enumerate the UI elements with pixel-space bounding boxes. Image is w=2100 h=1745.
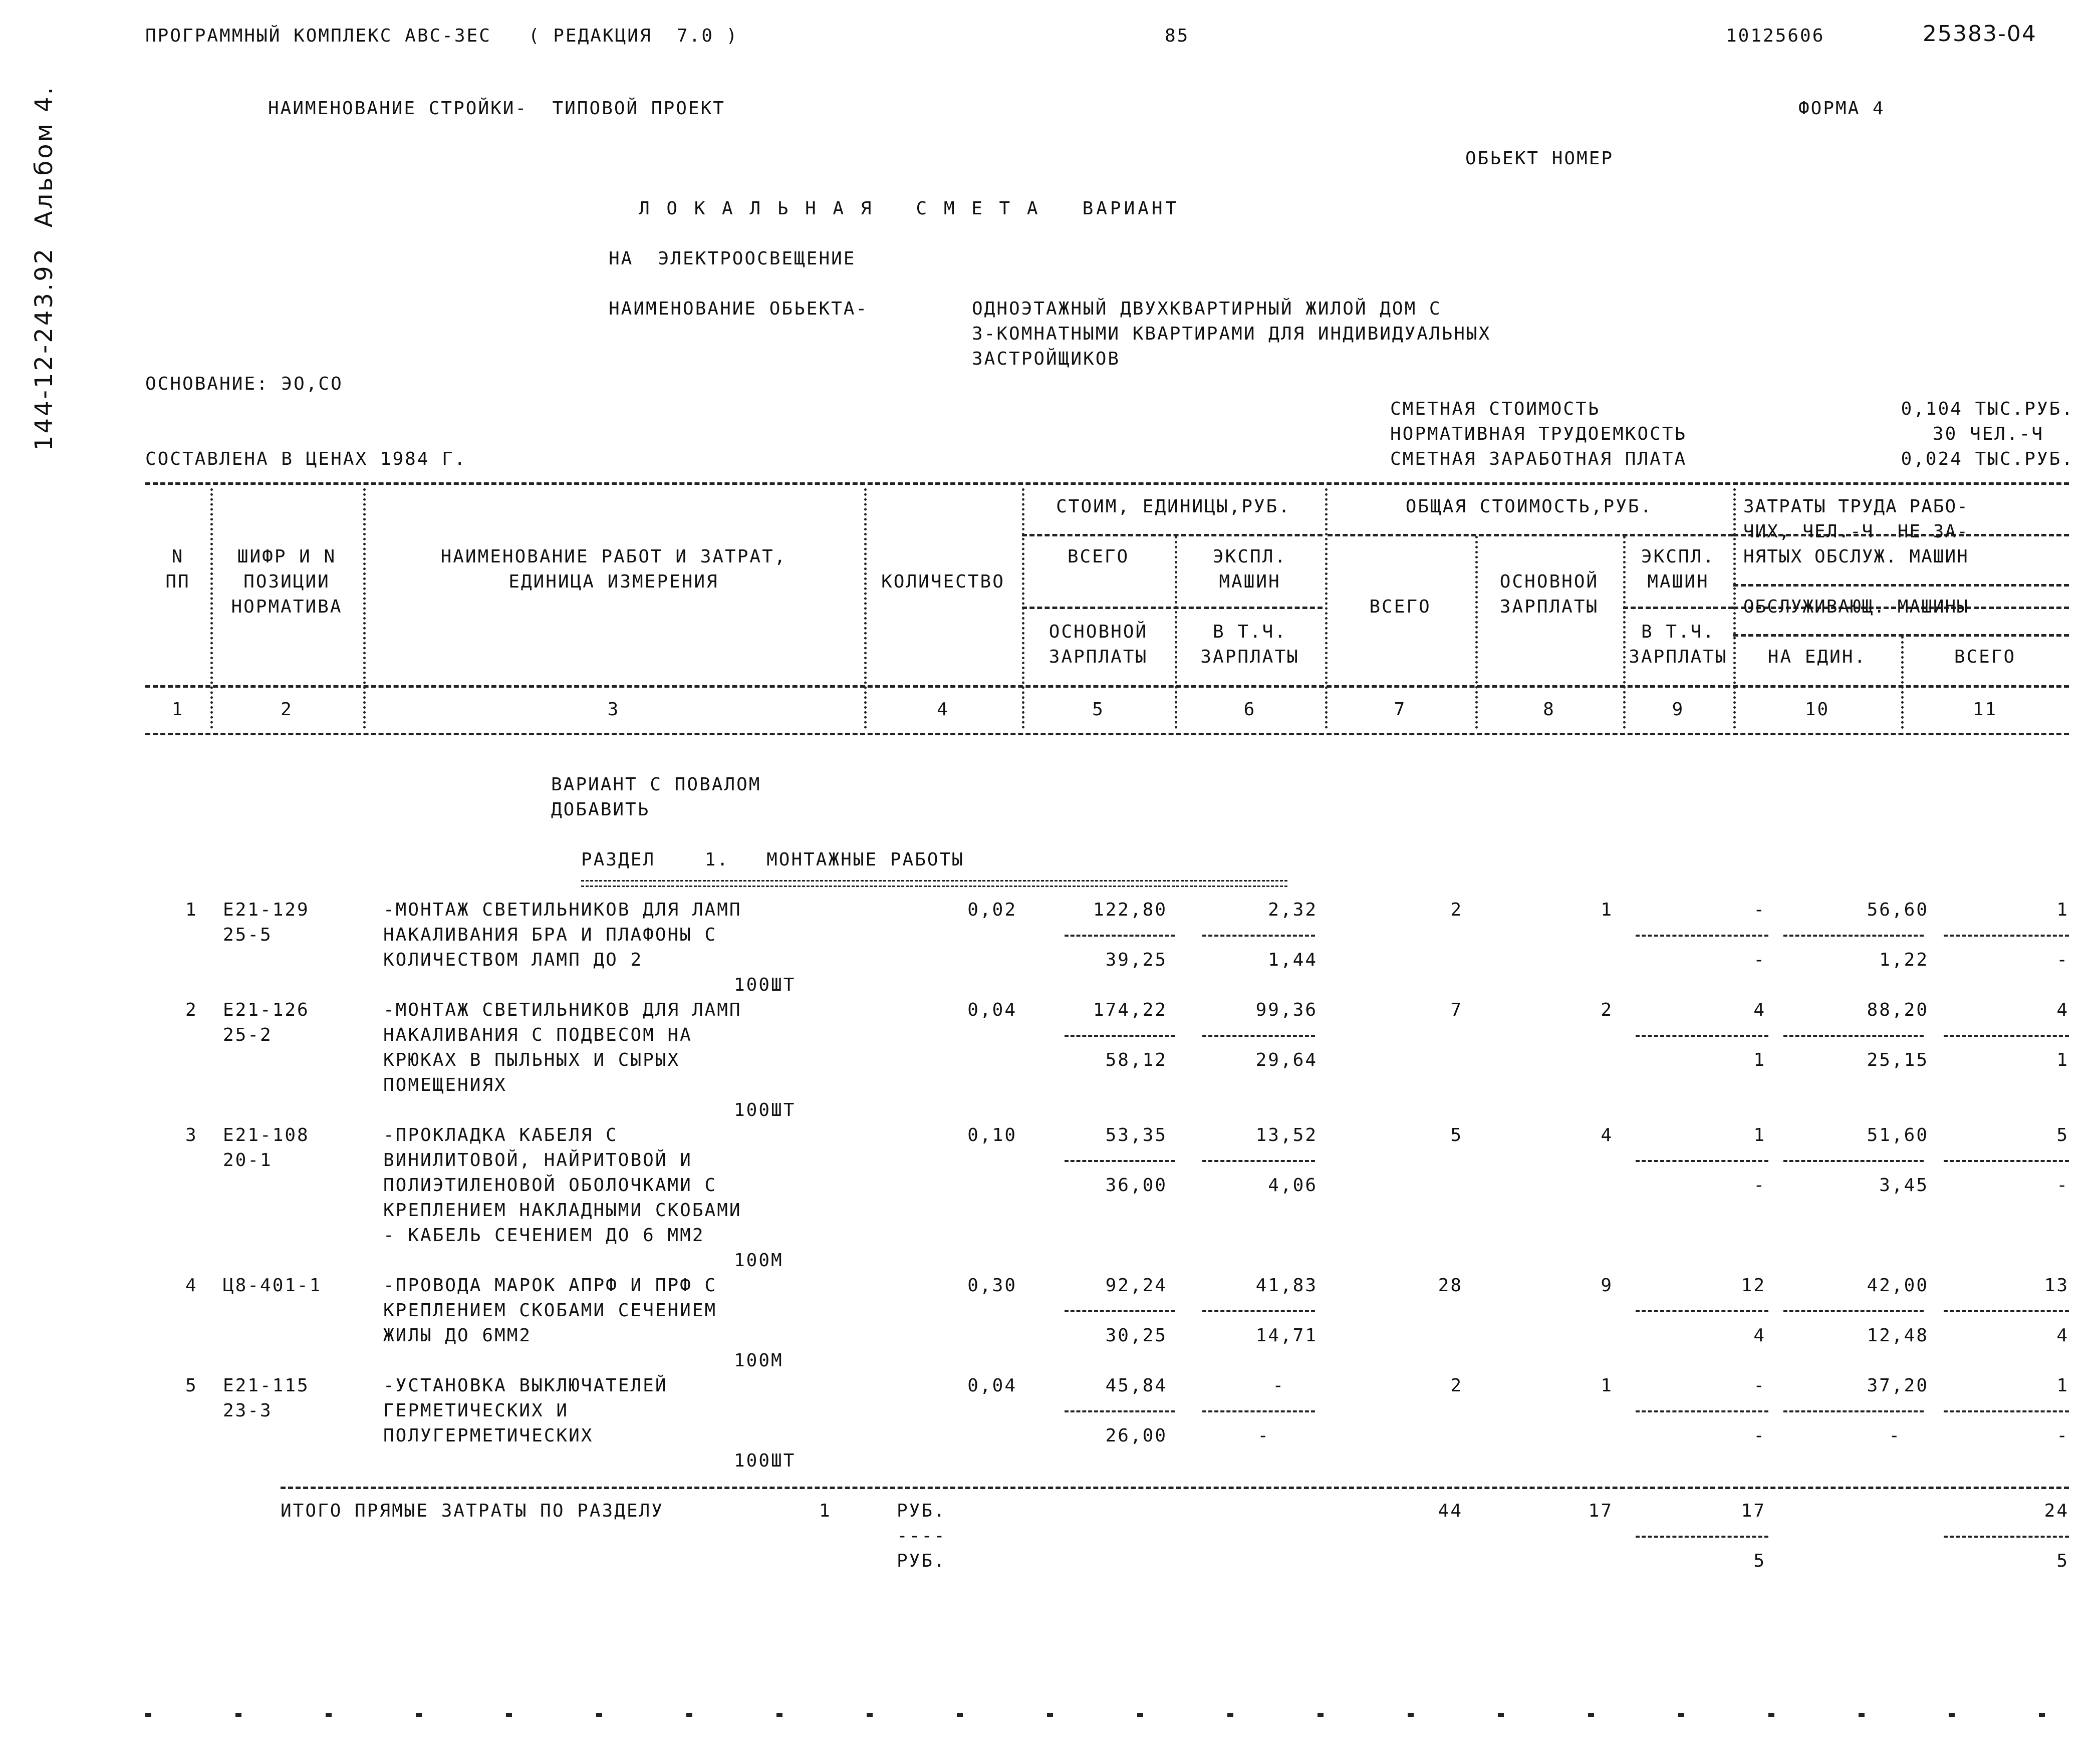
row-c9b: 1	[1753, 1050, 1766, 1070]
totals-unit: РУБ.	[897, 1551, 946, 1571]
col-number: 10	[1804, 699, 1830, 720]
row-c6b: 29,64	[1255, 1050, 1318, 1070]
row-rule	[1065, 1410, 1175, 1412]
page-subtitle: НА ЭЛЕКТРООСВЕЩЕНИЕ	[609, 248, 856, 269]
row-c11: 4	[2056, 1000, 2069, 1020]
col-sep	[363, 488, 366, 729]
row-code: Е21-115	[223, 1375, 310, 1396]
row-c11: 1	[2056, 1375, 2069, 1396]
row-qty: 0,30	[967, 1275, 1017, 1296]
section-title: РАЗДЕЛ 1. МОНТАЖНЫЕ РАБОТЫ	[581, 849, 964, 870]
side-album-label: 144-12-243.92 Альбом 4.	[30, 85, 58, 451]
row-c10: 42,00	[1867, 1275, 1929, 1296]
row-desc: ЖИЛЫ ДО 6ММ2	[383, 1325, 532, 1346]
row-desc: КРЕПЛЕНИЕМ СКОБАМИ СЕЧЕНИЕМ	[383, 1300, 717, 1321]
row-unit: 100М	[734, 1350, 783, 1371]
row-rule	[1944, 1035, 2069, 1037]
object-label: НАИМЕНОВАНИЕ ОБЬЕКТА-	[609, 299, 869, 319]
row-c7: 5	[1450, 1125, 1463, 1145]
col-header-total-cost: ОБЩАЯ СТОИМОСТЬ,РУБ.	[1405, 496, 1653, 517]
header-rule	[145, 685, 2069, 688]
row-desc: КРЮКАХ В ПЫЛЬНЫХ И СЫРЫХ	[383, 1050, 680, 1070]
row-rule	[1783, 1410, 1924, 1412]
page-number: 85	[1165, 26, 1190, 46]
col-header-n: N	[171, 546, 184, 567]
totals-unit: РУБ.	[897, 1501, 946, 1521]
col-header-9: МАШИН	[1647, 571, 1709, 592]
row-rule	[1202, 1035, 1315, 1037]
row-unit: 100ШТ	[734, 975, 796, 995]
row-c9: 4	[1753, 1000, 1766, 1020]
summary-value: 30 ЧЕЛ.-Ч	[1932, 424, 2044, 444]
row-rule	[1202, 1410, 1315, 1412]
row-rule	[1065, 935, 1175, 937]
col-header-5b: ЗАРПЛАТЫ	[1048, 647, 1148, 667]
row-desc: ВИНИЛИТОВОЙ, НАЙРИТОВОЙ И	[383, 1150, 692, 1171]
row-qty: 0,04	[967, 1000, 1017, 1020]
row-n: 4	[185, 1275, 198, 1296]
row-c5: 92,24	[1105, 1275, 1167, 1296]
col-sep	[1022, 488, 1024, 729]
row-desc: - КАБЕЛЬ СЕЧЕНИЕМ ДО 6 ММ2	[383, 1225, 705, 1246]
summary-label: СМЕТНАЯ ЗАРАБОТНАЯ ПЛАТА	[1390, 449, 1687, 469]
col-header-qty: КОЛИЧЕСТВО	[881, 571, 1005, 592]
row-c11b: 4	[2056, 1325, 2069, 1346]
bottom-edge-marks	[145, 1713, 2064, 1717]
row-rule	[1944, 1160, 2069, 1162]
row-c10b: 12,48	[1867, 1325, 1929, 1346]
row-c8: 1	[1601, 1375, 1613, 1396]
summary-label: НОРМАТИВНАЯ ТРУДОЕМКОСТЬ	[1390, 424, 1687, 444]
col-number: 7	[1394, 699, 1407, 720]
row-c11: 13	[2044, 1275, 2069, 1296]
row-code: 25-2	[223, 1025, 273, 1045]
total-cost-rule	[1328, 534, 1733, 536]
unit-cost-split	[1022, 607, 1323, 609]
col-header-8: ОСНОВНОЙ	[1499, 571, 1599, 592]
row-c10b: 3,45	[1879, 1175, 1929, 1196]
totals-label: ИТОГО ПРЯМЫЕ ЗАТРАТЫ ПО РАЗДЕЛУ	[281, 1501, 664, 1521]
totals-rule	[1636, 1536, 1768, 1538]
col-number: 4	[937, 699, 949, 720]
row-rule	[1065, 1310, 1175, 1312]
col-header-9b: В Т.Ч.	[1641, 622, 1716, 642]
row-c6: 41,83	[1255, 1275, 1318, 1296]
row-desc: КРЕПЛЕНИЕМ НАКЛАДНЫМИ СКОБАМИ	[383, 1200, 742, 1221]
row-c11: 5	[2056, 1125, 2069, 1145]
col-header-n: ПП	[165, 571, 190, 592]
machine-split	[1623, 607, 1733, 609]
row-c7: 28	[1438, 1275, 1463, 1296]
row-c9b: -	[1753, 950, 1766, 970]
row-c10b: 25,15	[1867, 1050, 1929, 1070]
row-rule	[1783, 935, 1924, 937]
row-c5: 45,84	[1105, 1375, 1167, 1396]
col-header-6b: В Т.Ч.	[1212, 622, 1287, 642]
row-c10: 37,20	[1867, 1375, 1929, 1396]
col-header-unit-cost: СТОИМ, ЕДИНИЦЫ,РУБ.	[1056, 496, 1291, 517]
totals-c7: 44	[1438, 1501, 1463, 1521]
row-rule	[1065, 1160, 1175, 1162]
row-c9: -	[1753, 900, 1766, 920]
object-number: ОБЬЕКТ НОМЕР	[1465, 148, 1614, 169]
row-c6b: 14,71	[1255, 1325, 1318, 1346]
totals-rule	[1944, 1536, 2069, 1538]
section-underline	[581, 880, 1287, 887]
col-header-labor: ЧИХ, ЧЕЛ.-Ч НЕ ЗА-	[1743, 521, 1969, 542]
row-n: 1	[185, 900, 198, 920]
row-unit: 100ШТ	[734, 1100, 796, 1120]
row-code: Е21-129	[223, 900, 310, 920]
row-unit: 100М	[734, 1250, 783, 1271]
row-rule	[1944, 1310, 2069, 1312]
row-c11: 1	[2056, 900, 2069, 920]
row-rule	[1636, 1160, 1768, 1162]
summary-label: СМЕТНАЯ СТОИМОСТЬ	[1390, 399, 1601, 419]
row-c10: 88,20	[1867, 1000, 1929, 1020]
sheet-code: 25383-04	[1923, 21, 2037, 47]
col-header-5b: ОСНОВНОЙ	[1048, 622, 1148, 642]
row-n: 2	[185, 1000, 198, 1020]
row-c9: 1	[1753, 1125, 1766, 1145]
row-c10: 56,60	[1867, 900, 1929, 920]
row-desc: КОЛИЧЕСТВОМ ЛАМП ДО 2	[383, 950, 643, 970]
row-c11b: -	[2056, 1425, 2069, 1446]
col-header-name: ЕДИНИЦА ИЗМЕРЕНИЯ	[508, 571, 719, 592]
col-sep	[864, 488, 867, 729]
col-number: 1	[171, 699, 184, 720]
row-c9b: -	[1753, 1175, 1766, 1196]
col-header-code: ПОЗИЦИИ	[243, 571, 330, 592]
object-line: 3-КОМНАТНЫМИ КВАРТИРАМИ ДЛЯ ИНДИВИДУАЛЬНЫХ	[972, 324, 1491, 344]
col-header-9b: ЗАРПЛАТЫ	[1629, 647, 1728, 667]
row-rule	[1636, 1410, 1768, 1412]
row-c5: 174,22	[1093, 1000, 1167, 1020]
row-code: 25-5	[223, 925, 273, 945]
row-c8: 9	[1601, 1275, 1613, 1296]
row-code: 20-1	[223, 1150, 273, 1171]
row-c9: 12	[1741, 1275, 1766, 1296]
row-c8: 4	[1601, 1125, 1613, 1145]
row-c5b: 39,25	[1105, 950, 1167, 970]
col-header-10: НА ЕДИН.	[1767, 647, 1867, 667]
object-line: ЗАСТРОЙЩИКОВ	[972, 349, 1121, 369]
col-header-5: ВСЕГО	[1067, 546, 1130, 567]
row-c6: -	[1272, 1375, 1285, 1396]
col-header-11: ВСЕГО	[1954, 647, 2016, 667]
row-desc: -ПРОВОДА МАРОК АПРФ И ПРФ С	[383, 1275, 717, 1296]
col-header-7: ВСЕГО	[1369, 597, 1431, 617]
col-number: 6	[1243, 699, 1256, 720]
row-c11b: -	[2056, 1175, 2069, 1196]
row-c9: -	[1753, 1375, 1766, 1396]
col-header-labor: ЗАТРАТЫ ТРУДА РАБО-	[1743, 496, 1969, 517]
totals-c11b: 5	[2056, 1551, 2069, 1571]
row-desc: ПОЛИЭТИЛЕНОВОЙ ОБОЛОЧКАМИ С	[383, 1175, 717, 1196]
totals-c9: 17	[1741, 1501, 1766, 1521]
row-c5: 122,80	[1093, 900, 1167, 920]
row-rule	[1202, 1310, 1315, 1312]
col-number: 9	[1672, 699, 1685, 720]
row-code: Ц8-401-1	[223, 1275, 322, 1296]
row-code: Е21-108	[223, 1125, 310, 1145]
object-line: ОДНОЭТАЖНЫЙ ДВУХКВАРТИРНЫЙ ЖИЛОЙ ДОМ С	[972, 299, 1442, 319]
form-label: ФОРМА 4	[1798, 98, 1885, 119]
col-number: 2	[281, 699, 293, 720]
row-c9b: 4	[1753, 1325, 1766, 1346]
summary-value: 0,104 ТЫС.РУБ.	[1901, 399, 2074, 419]
row-n: 3	[185, 1125, 198, 1145]
table-top-rule	[145, 482, 2069, 485]
row-c9b: -	[1753, 1425, 1766, 1446]
col-header-8: ЗАРПЛАТЫ	[1499, 597, 1599, 617]
variant-line: ВАРИАНТ С ПОВАЛОМ	[551, 774, 761, 795]
row-unit: 100ШТ	[734, 1450, 796, 1471]
row-c10b: -	[1889, 1425, 1901, 1446]
col-header-9: ЭКСПЛ.	[1641, 546, 1716, 567]
totals-c11: 24	[2044, 1501, 2069, 1521]
row-c5b: 36,00	[1105, 1175, 1167, 1196]
row-rule	[1636, 935, 1768, 937]
row-desc: НАКАЛИВАНИЯ БРА И ПЛАФОНЫ С	[383, 925, 717, 945]
row-c6: 13,52	[1255, 1125, 1318, 1145]
row-c6b: 1,44	[1268, 950, 1318, 970]
col-header-name: НАИМЕНОВАНИЕ РАБОТ И ЗАТРАТ,	[440, 546, 787, 567]
page-title: Л О К А Л Ь Н А Я С М Е Т А ВАРИАНТ	[639, 198, 1180, 219]
row-rule	[1783, 1310, 1924, 1312]
unit-cost-rule	[1022, 534, 1323, 536]
price-basis: СОСТАВЛЕНА В ЦЕНАХ 1984 Г.	[145, 449, 467, 469]
row-desc: -МОНТАЖ СВЕТИЛЬНИКОВ ДЛЯ ЛАМП	[383, 900, 742, 920]
col-number: 8	[1543, 699, 1555, 720]
row-rule	[1636, 1310, 1768, 1312]
row-c8: 1	[1601, 900, 1613, 920]
row-qty: 0,04	[967, 1375, 1017, 1396]
row-c6b: 4,06	[1268, 1175, 1318, 1196]
row-rule	[1783, 1160, 1924, 1162]
row-desc: -УСТАНОВКА ВЫКЛЮЧАТЕЛЕЙ	[383, 1375, 668, 1396]
row-desc: ПОЛУГЕРМЕТИЧЕСКИХ	[383, 1425, 594, 1446]
row-desc: НАКАЛИВАНИЯ С ПОДВЕСОМ НА	[383, 1025, 692, 1045]
labor-rule	[1733, 584, 2069, 587]
basis: ОСНОВАНИЕ: ЭО,СО	[145, 374, 343, 394]
col-header-code: НОРМАТИВА	[231, 597, 343, 617]
totals-rule	[281, 1487, 2069, 1489]
row-c7: 2	[1450, 900, 1463, 920]
doc-code: 10125606	[1726, 26, 1825, 46]
row-c11b: 1	[2056, 1050, 2069, 1070]
row-desc: ГЕРМЕТИЧЕСКИХ И	[383, 1400, 569, 1421]
row-rule	[1944, 935, 2069, 937]
totals-c9b: 5	[1753, 1551, 1766, 1571]
row-c6b: -	[1257, 1425, 1270, 1446]
col-header-labor: НЯТЫХ ОБСЛУЖ. МАШИН	[1743, 546, 1969, 567]
row-code: Е21-126	[223, 1000, 310, 1020]
numbers-rule	[145, 733, 2069, 735]
row-c6: 99,36	[1255, 1000, 1318, 1020]
row-rule	[1944, 1410, 2069, 1412]
totals-section-number: 1	[819, 1501, 832, 1521]
row-c7: 7	[1450, 1000, 1463, 1020]
row-c6: 2,32	[1268, 900, 1318, 920]
row-c11b: -	[2056, 950, 2069, 970]
row-desc: ПОМЕЩЕНИЯХ	[383, 1075, 507, 1095]
col-number: 11	[1972, 699, 1998, 720]
row-rule	[1065, 1035, 1175, 1037]
summary-value: 0,024 ТЫС.РУБ.	[1901, 449, 2074, 469]
col-number: 5	[1092, 699, 1105, 720]
col-header-labor-b: ОБСЛУЖИВАЮЩ. МАШИНЫ	[1743, 597, 1969, 617]
row-qty: 0,02	[967, 900, 1017, 920]
row-c8: 2	[1601, 1000, 1613, 1020]
row-c5: 53,35	[1105, 1125, 1167, 1145]
col-number: 3	[607, 699, 620, 720]
row-c5b: 58,12	[1105, 1050, 1167, 1070]
variant-line: ДОБАВИТЬ	[551, 799, 650, 820]
row-qty: 0,10	[967, 1125, 1017, 1145]
row-rule	[1202, 1160, 1315, 1162]
row-c5b: 26,00	[1105, 1425, 1167, 1446]
program-title: ПРОГРАММНЫЙ КОМПЛЕКС АВС-3ЕС ( РЕДАКЦИЯ 7.0 )	[145, 26, 739, 46]
row-n: 5	[185, 1375, 198, 1396]
row-c10b: 1,22	[1879, 950, 1929, 970]
col-header-6: МАШИН	[1219, 571, 1281, 592]
row-rule	[1202, 935, 1315, 937]
row-code: 23-3	[223, 1400, 273, 1421]
row-c7: 2	[1450, 1375, 1463, 1396]
row-desc: -МОНТАЖ СВЕТИЛЬНИКОВ ДЛЯ ЛАМП	[383, 1000, 742, 1020]
row-c5b: 30,25	[1105, 1325, 1167, 1346]
col-header-6: ЭКСПЛ.	[1212, 546, 1287, 567]
col-header-code: ШИФР И N	[237, 546, 337, 567]
construction-name: НАИМЕНОВАНИЕ СТРОЙКИ- ТИПОВОЙ ПРОЕКТ	[268, 98, 725, 119]
row-rule	[1636, 1035, 1768, 1037]
totals-unit-sep: ----	[897, 1526, 946, 1546]
row-desc: -ПРОКЛАДКА КАБЕЛЯ С	[383, 1125, 618, 1145]
totals-c8: 17	[1588, 1501, 1613, 1521]
col-header-6b: ЗАРПЛАТЫ	[1200, 647, 1299, 667]
col-sep	[1733, 488, 1736, 729]
row-rule	[1783, 1035, 1924, 1037]
row-c10: 51,60	[1867, 1125, 1929, 1145]
